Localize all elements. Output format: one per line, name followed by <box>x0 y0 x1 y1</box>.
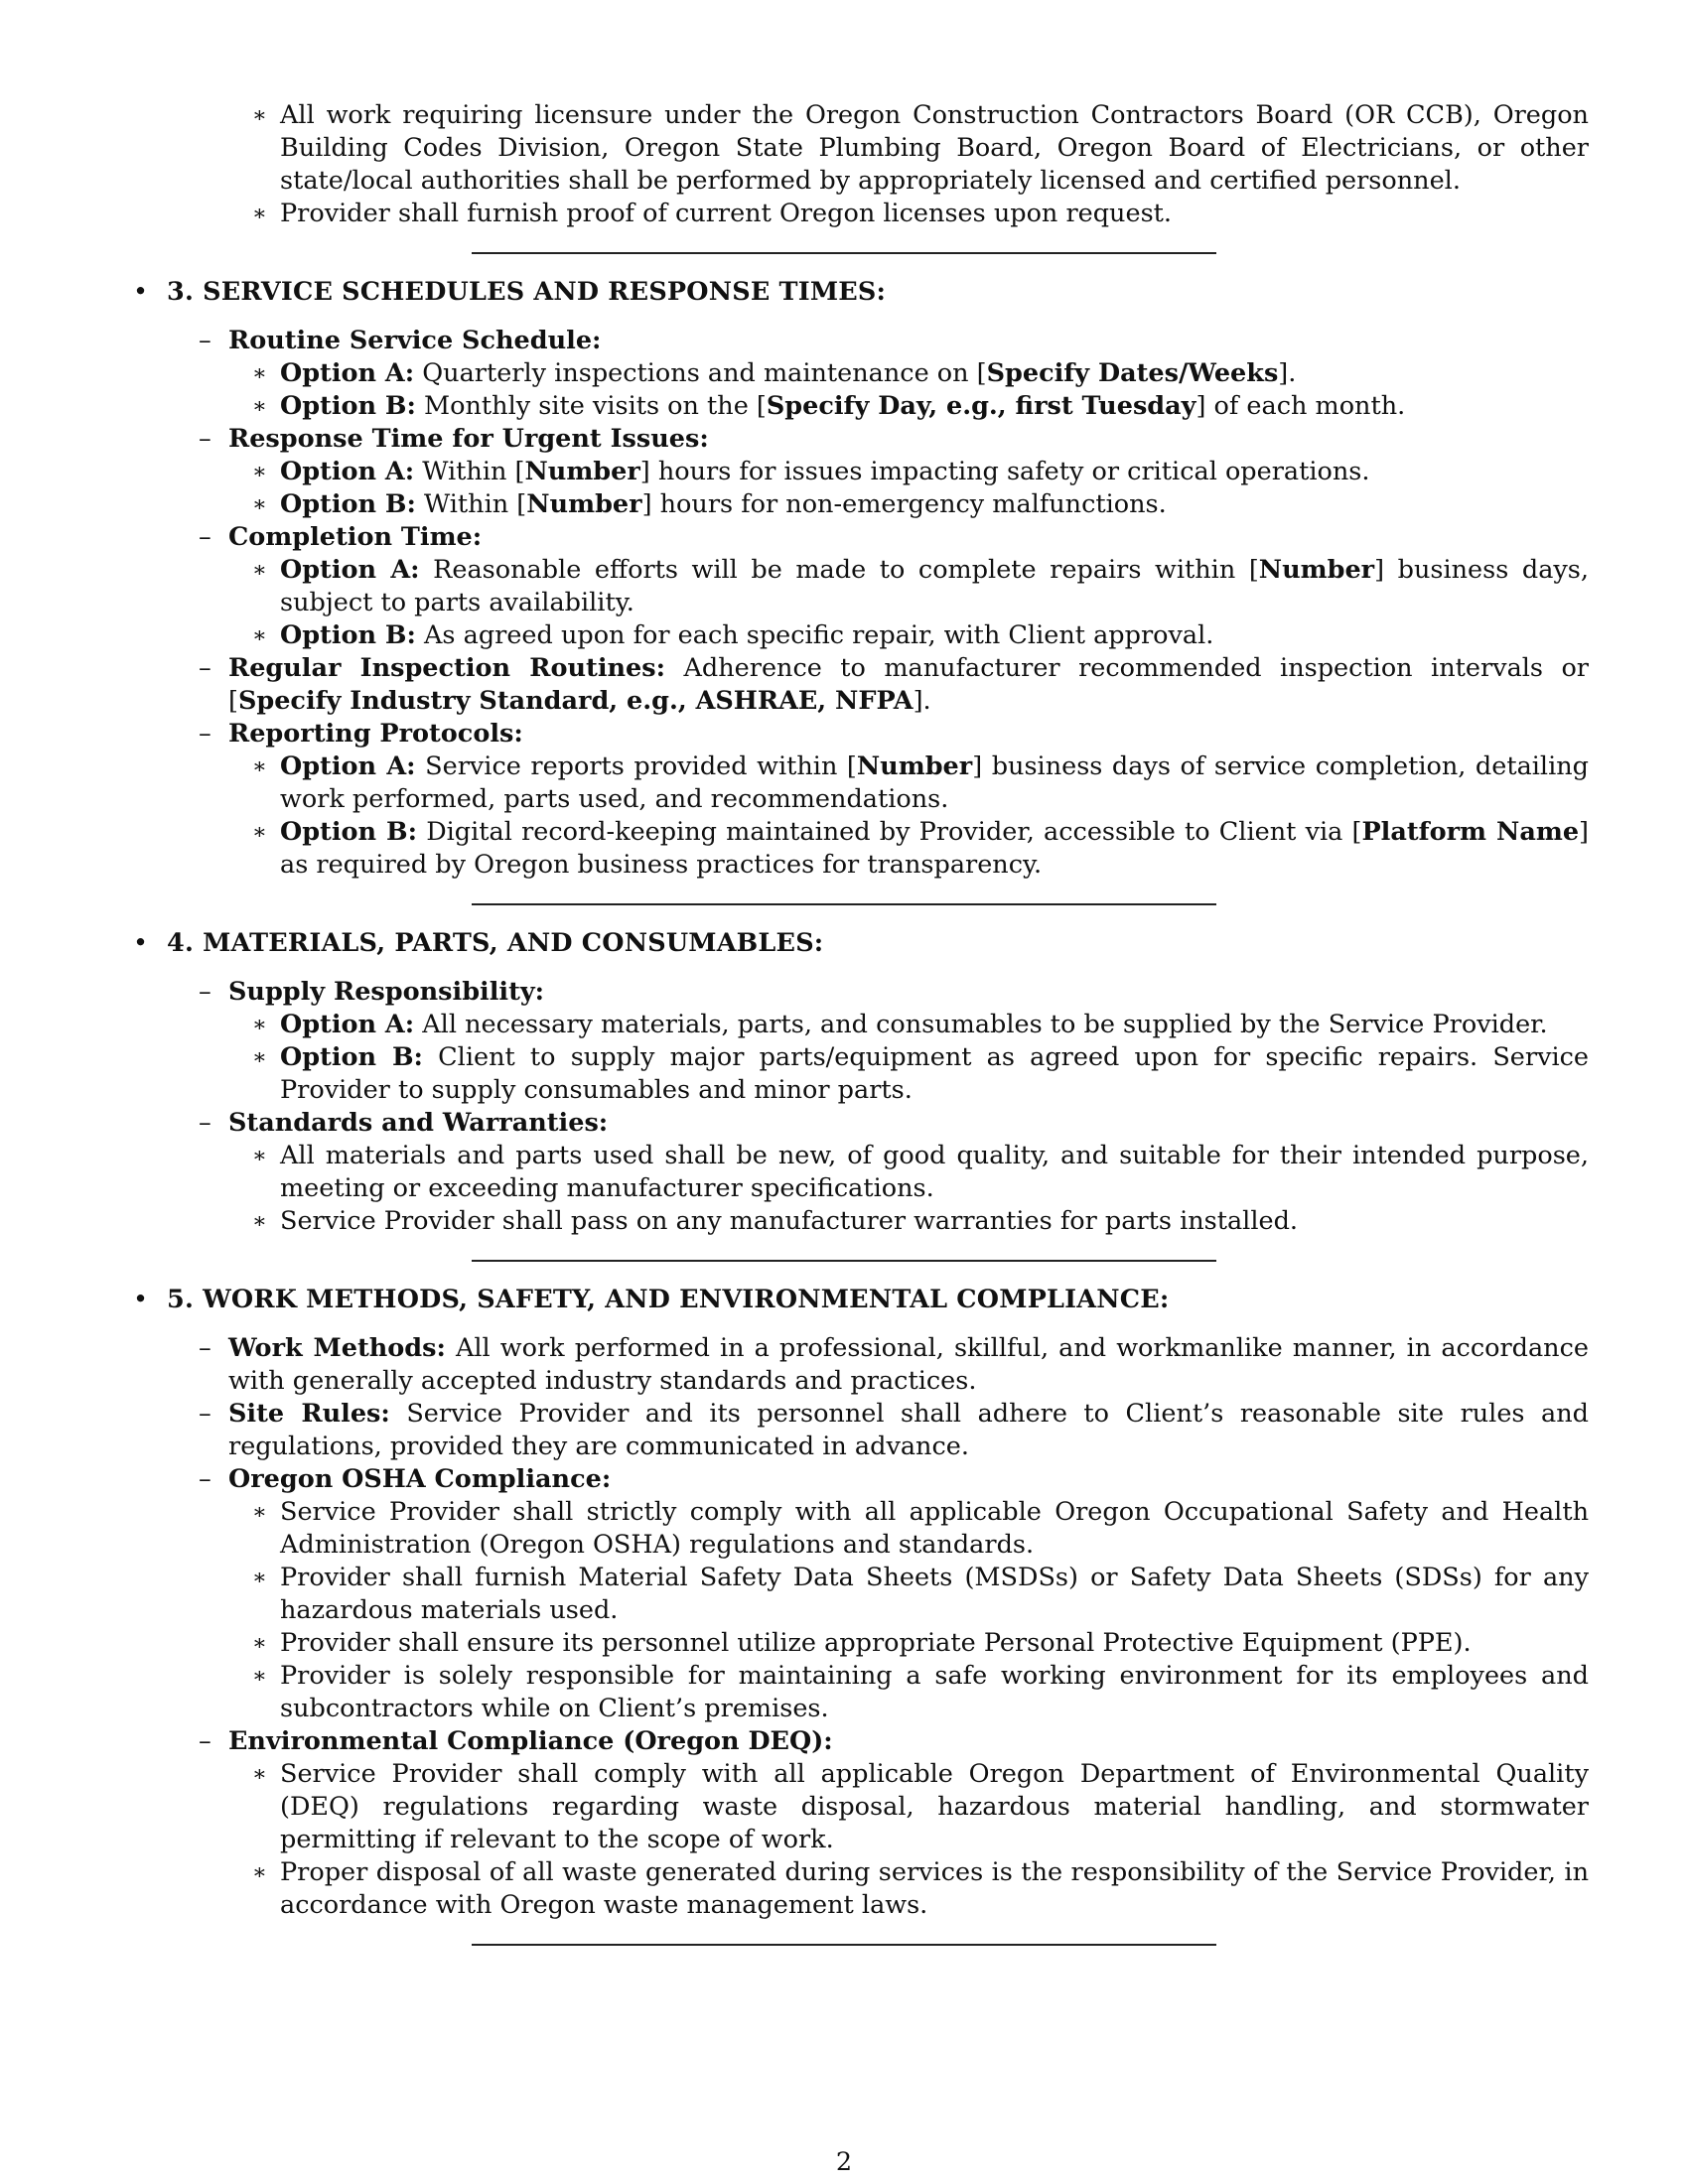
list-item: ∗ Service Provider shall pass on any manufacturer warranties for parts installed. <box>252 1206 1299 1236</box>
subsection-reporting: – Reporting Protocols: <box>199 719 523 749</box>
asterisk-bullet: ∗ <box>252 460 267 484</box>
dash-bullet: – <box>199 1726 211 1756</box>
section-heading: 3. SERVICE SCHEDULES AND RESPONSE TIMES: <box>167 277 887 307</box>
subsection-deq: – Environmental Compliance (Oregon DEQ): <box>199 1726 833 1756</box>
dash-bullet: – <box>199 719 211 749</box>
horizontal-rule <box>472 1944 1216 1946</box>
asterisk-bullet: ∗ <box>252 394 267 419</box>
list-item: ∗ Provider shall furnish proof of current Oregon licenses upon request. <box>252 199 1173 228</box>
asterisk-bullet: ∗ <box>252 1209 267 1234</box>
section-3 <box>129 276 1589 309</box>
section-heading: 4. MATERIALS, PARTS, AND CONSUMABLES: <box>167 928 824 958</box>
asterisk-bullet: ∗ <box>252 1631 267 1656</box>
bullet: • <box>133 277 149 307</box>
dash-bullet: – <box>199 1333 211 1363</box>
asterisk-bullet: ∗ <box>252 1860 267 1885</box>
subsection-work-methods: – Work Methods: All work performed in a professional, skillful, and workmanlike manner, in accordance with generally accepted industry standards and practices. <box>199 1333 1589 1396</box>
dash-bullet: – <box>199 653 211 683</box>
asterisk-bullet: ∗ <box>252 361 267 386</box>
subsection-osha: – Oregon OSHA Compliance: <box>199 1464 612 1494</box>
horizontal-rule <box>472 1260 1216 1262</box>
subsection-site-rules: – Site Rules: Service Provider and its personnel shall adhere to Client’s reasonable site rules and regulations, provided they are communicated in advance. <box>199 1399 1589 1461</box>
list-item: ∗ Option A: Within [Number] hours for issues impacting safety or critical operations. <box>252 457 1370 486</box>
subsection-inspection: – Regular Inspection Routines: Adherence to manufacturer recommended inspection intervals or [Specify Industry Standard, e.g., ASHRAE, NFPA]. <box>199 653 1590 716</box>
bullet: • <box>133 928 149 958</box>
subsection-routine: – Routine Service Schedule: <box>199 326 602 355</box>
subsection-standards: – Standards and Warranties: <box>199 1108 609 1138</box>
subsection-response: – Response Time for Urgent Issues: <box>199 424 709 454</box>
asterisk-bullet: ∗ <box>252 558 267 583</box>
asterisk-bullet: ∗ <box>252 1500 267 1525</box>
asterisk-bullet: ∗ <box>252 103 267 128</box>
list-item: ∗ All materials and parts used shall be new, of good quality, and suitable for their intended purpose, meeting or exceeding manufacturer specifications. <box>252 1141 1589 1203</box>
list-item: ∗ Option B: Monthly site visits on the [Specify Day, e.g., first Tuesday] of each month. <box>252 391 1406 421</box>
list-item: ∗ Option A: Quarterly inspections and maintenance on [Specify Dates/Weeks]. <box>252 358 1297 388</box>
asterisk-bullet: ∗ <box>252 754 267 779</box>
list-item: ∗ Option A: All necessary materials, parts, and consumables to be supplied by the Service Provider. <box>252 1010 1548 1039</box>
subsection-supply: – Supply Responsibility: <box>199 977 545 1007</box>
asterisk-bullet: ∗ <box>252 1144 267 1168</box>
subsection-completion: – Completion Time: <box>199 522 483 552</box>
asterisk-bullet: ∗ <box>252 1045 267 1070</box>
asterisk-bullet: ∗ <box>252 1762 267 1787</box>
list-item: ∗ Service Provider shall comply with all applicable Oregon Department of Environmental Quality (DEQ) regulations regarding waste disposal, hazardous material handling, and stormwater permitting if relevant to the scope of work. <box>252 1759 1589 1854</box>
list-item: ∗ Provider shall ensure its personnel utilize appropriate Personal Protective Equipment (PPE). <box>252 1628 1472 1658</box>
dash-bullet: – <box>199 1464 211 1494</box>
list-item: ∗ All work requiring licensure under the Oregon Construction Contractors Board (OR CCB), Oregon Building Codes Division, Oregon State Plumbing Board, Oregon Board of Electricians, or other state/local authorities shall be performed by appropriately licensed and certified personnel. <box>252 100 1589 196</box>
bullet: • <box>133 1285 149 1314</box>
list-item: ∗ Proper disposal of all waste generated during services is the responsibility of the Service Provider, in accordance with Oregon waste management laws. <box>252 1857 1589 1920</box>
section-5 <box>129 1284 1589 1316</box>
horizontal-rule <box>472 903 1216 905</box>
asterisk-bullet: ∗ <box>252 1664 267 1689</box>
section-4 <box>129 927 1589 960</box>
page-number: 2 <box>835 2147 853 2177</box>
dash-bullet: – <box>199 1399 211 1429</box>
asterisk-bullet: ∗ <box>252 202 267 226</box>
asterisk-bullet: ∗ <box>252 1566 267 1590</box>
asterisk-bullet: ∗ <box>252 623 267 648</box>
list-item: ∗ Option A: Service reports provided within [Number] business days of service completion, detailing work performed, parts used, and recommendations. <box>252 751 1589 814</box>
list-item: ∗ Service Provider shall strictly comply with all applicable Oregon Occupational Safety and Health Administration (Oregon OSHA) regulations and standards. <box>252 1497 1589 1560</box>
asterisk-bullet: ∗ <box>252 820 267 845</box>
list-item: ∗ Option A: Reasonable efforts will be made to complete repairs within [Number] business days, subject to parts availability. <box>252 555 1589 617</box>
dash-bullet: – <box>199 1108 211 1138</box>
list-item: ∗ Provider is solely responsible for maintaining a safe working environment for its employees and subcontractors while on Client’s premises. <box>252 1661 1589 1723</box>
section-heading: 5. WORK METHODS, SAFETY, AND ENVIRONMENTAL COMPLIANCE: <box>167 1285 1170 1314</box>
dash-bullet: – <box>199 424 211 454</box>
dash-bullet: – <box>199 977 211 1007</box>
horizontal-rule <box>472 252 1216 254</box>
asterisk-bullet: ∗ <box>252 1013 267 1037</box>
dash-bullet: – <box>199 522 211 552</box>
list-item: ∗ Provider shall furnish Material Safety Data Sheets (MSDSs) or Safety Data Sheets (SDSs) for any hazardous materials used. <box>252 1563 1589 1625</box>
list-item: ∗ Option B: Digital record-keeping maintained by Provider, accessible to Client via [Platform Name] as required by Oregon business practices for transparency. <box>252 817 1589 880</box>
list-item: ∗ Option B: As agreed upon for each specific repair, with Client approval. <box>252 620 1214 650</box>
list-item: ∗ Option B: Client to supply major parts/equipment as agreed upon for specific repairs. Service Provider to supply consumables and minor parts. <box>252 1042 1590 1105</box>
dash-bullet: – <box>199 326 211 355</box>
asterisk-bullet: ∗ <box>252 492 267 517</box>
page-content <box>129 99 1589 1968</box>
list-item: ∗ Option B: Within [Number] hours for non-emergency malfunctions. <box>252 489 1167 519</box>
